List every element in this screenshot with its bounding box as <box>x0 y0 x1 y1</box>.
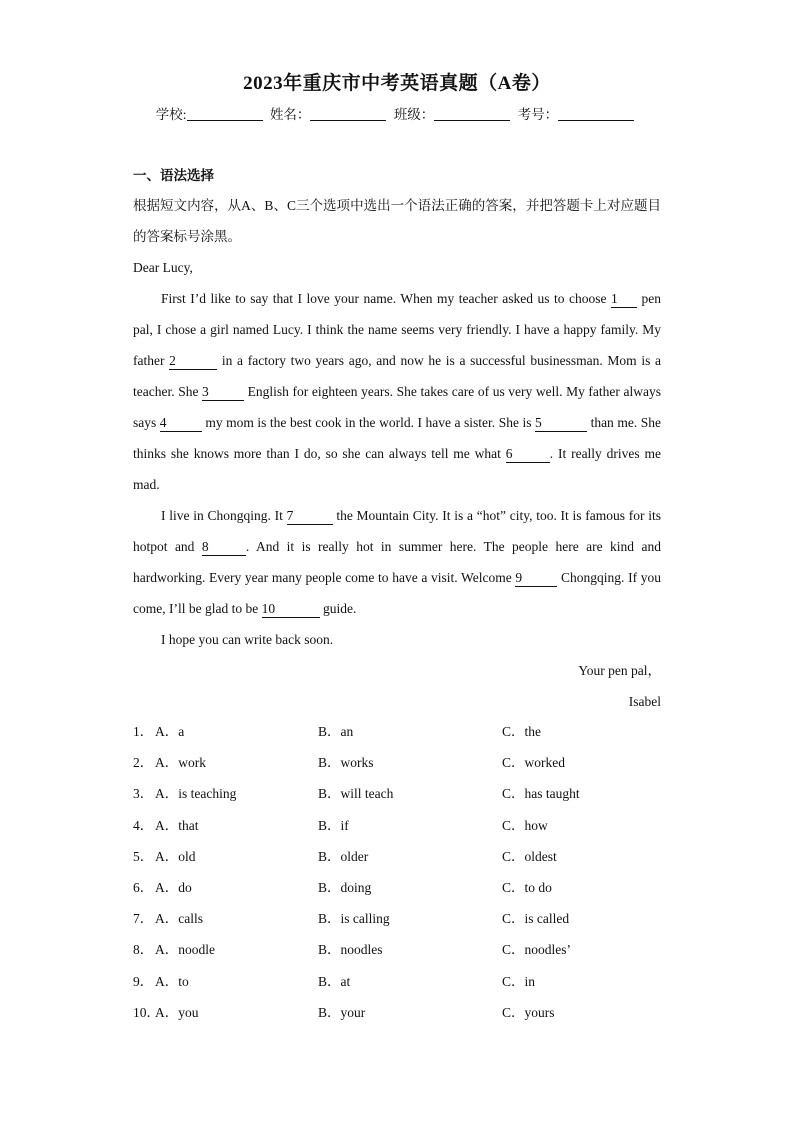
option-c[interactable]: C．how <box>502 817 548 833</box>
option-a[interactable]: A．is teaching <box>155 786 237 802</box>
option-row-1 <box>133 716 693 747</box>
option-c[interactable]: C．is called <box>502 911 570 927</box>
letter-passage <box>133 252 661 717</box>
option-c[interactable]: C．to do <box>502 879 552 895</box>
blank-5: 5 <box>535 415 587 432</box>
letter-closing: Your pen pal， <box>578 663 661 678</box>
number-blank[interactable] <box>558 106 634 121</box>
option-a[interactable]: A．do <box>155 879 192 895</box>
section-heading: 一、语法选择 <box>133 168 214 183</box>
option-b[interactable]: B．is calling <box>318 911 390 927</box>
options-list <box>133 716 693 1028</box>
class-label: 班级： <box>393 107 435 122</box>
letter-salutation: Dear Lucy, <box>133 260 193 275</box>
blank-7: 7 <box>287 508 333 525</box>
question-number: 3． <box>133 786 154 802</box>
blank-1: 1 <box>611 291 637 308</box>
option-c[interactable]: C．noodles’ <box>502 942 571 958</box>
option-row-5 <box>133 841 693 872</box>
option-b[interactable]: B．noodles <box>318 942 383 958</box>
page-title: 2023年重庆市中考英语真题（A卷） <box>243 73 551 94</box>
option-c[interactable]: C．yours <box>502 1004 555 1020</box>
option-row-4 <box>133 810 693 841</box>
option-a[interactable]: A．you <box>155 1004 199 1020</box>
option-row-3 <box>133 778 693 809</box>
option-c[interactable]: C．oldest <box>502 848 557 864</box>
question-number: 5． <box>133 848 154 864</box>
option-c[interactable]: C．the <box>502 724 541 739</box>
option-a[interactable]: A．that <box>155 817 199 833</box>
option-b[interactable]: B．doing <box>318 879 372 895</box>
option-b[interactable]: B．works <box>318 755 374 771</box>
school-blank[interactable] <box>187 106 263 121</box>
option-a[interactable]: A．work <box>155 755 206 771</box>
option-row-6 <box>133 872 693 903</box>
letter-paragraph-3: I hope you can write back soon. <box>161 632 334 647</box>
student-info-line <box>0 103 794 123</box>
option-row-10 <box>133 997 693 1028</box>
question-number: 9． <box>133 973 154 989</box>
name-blank[interactable] <box>310 106 386 121</box>
option-b[interactable]: B．if <box>318 817 349 833</box>
option-c[interactable]: C．worked <box>502 755 565 771</box>
question-number: 1． <box>133 724 154 739</box>
letter-signature: Isabel <box>628 694 661 709</box>
question-number: 10． <box>133 1004 160 1020</box>
question-number: 2． <box>133 755 154 771</box>
question-number: 8． <box>133 942 154 958</box>
option-row-9 <box>133 966 693 997</box>
question-number: 7． <box>133 911 154 927</box>
option-b[interactable]: B．an <box>318 724 354 739</box>
letter-paragraph-1: First I’d like to say that I love your name. When my teacher asked us to choose 1 pen pal, I chose a girl named Lucy. I think the name seems very friendly. I have a happy family. My father 2 in a factory two years ago, and now he is a successful businessman. Mom is a teacher. She 3 English for eighteen years. She takes care of us very well. My father always says 4 my mom is the best cook in the world. I have a sister. She is 5 than me. She thinks she knows more than I do, so she can always tell me what 6 . It really drives me mad. <box>133 291 662 492</box>
blank-10: 10 <box>262 601 320 618</box>
blank-9: 9 <box>515 570 557 587</box>
school-label: 学校: <box>155 107 187 122</box>
blank-2: 2 <box>169 353 217 370</box>
option-b[interactable]: B．at <box>318 973 351 989</box>
blank-8: 8 <box>202 539 246 556</box>
class-blank[interactable] <box>434 106 510 121</box>
option-row-2 <box>133 747 693 778</box>
blank-3: 3 <box>202 384 244 401</box>
option-a[interactable]: A．noodle <box>155 942 215 958</box>
option-b[interactable]: B．your <box>318 1004 366 1020</box>
option-c[interactable]: C．has taught <box>502 786 580 802</box>
question-number: 6． <box>133 879 154 895</box>
option-a[interactable]: A．old <box>155 848 196 864</box>
option-row-7 <box>133 903 693 934</box>
section-instruction: 根据短文内容，从A、B、C三个选项中选出一个语法正确的答案，并把答题卡上对应题目的答案标号涂黑。 <box>133 198 661 244</box>
option-c[interactable]: C．in <box>502 973 536 989</box>
option-a[interactable]: A．to <box>155 973 189 989</box>
letter-paragraph-2: I live in Chongqing. It 7 the Mountain City. It is a “hot” city, too. It is famous for its hotpot and 8 . And it is really hot in summer here. The people here are kind and hardworking. Every year many people come to have a visit. Welcome 9 Chongqing. If you come, I’ll be glad to be 10 guide. <box>133 508 662 616</box>
blank-6: 6 <box>506 446 550 463</box>
name-label: 姓名： <box>269 107 311 122</box>
question-number: 4． <box>133 817 154 833</box>
option-a[interactable]: A．calls <box>155 911 203 927</box>
option-a[interactable]: A．a <box>155 724 185 739</box>
option-b[interactable]: B．older <box>318 848 369 864</box>
blank-4: 4 <box>160 415 202 432</box>
option-row-8 <box>133 934 693 965</box>
number-label: 考号： <box>517 107 559 122</box>
option-b[interactable]: B．will teach <box>318 786 394 802</box>
